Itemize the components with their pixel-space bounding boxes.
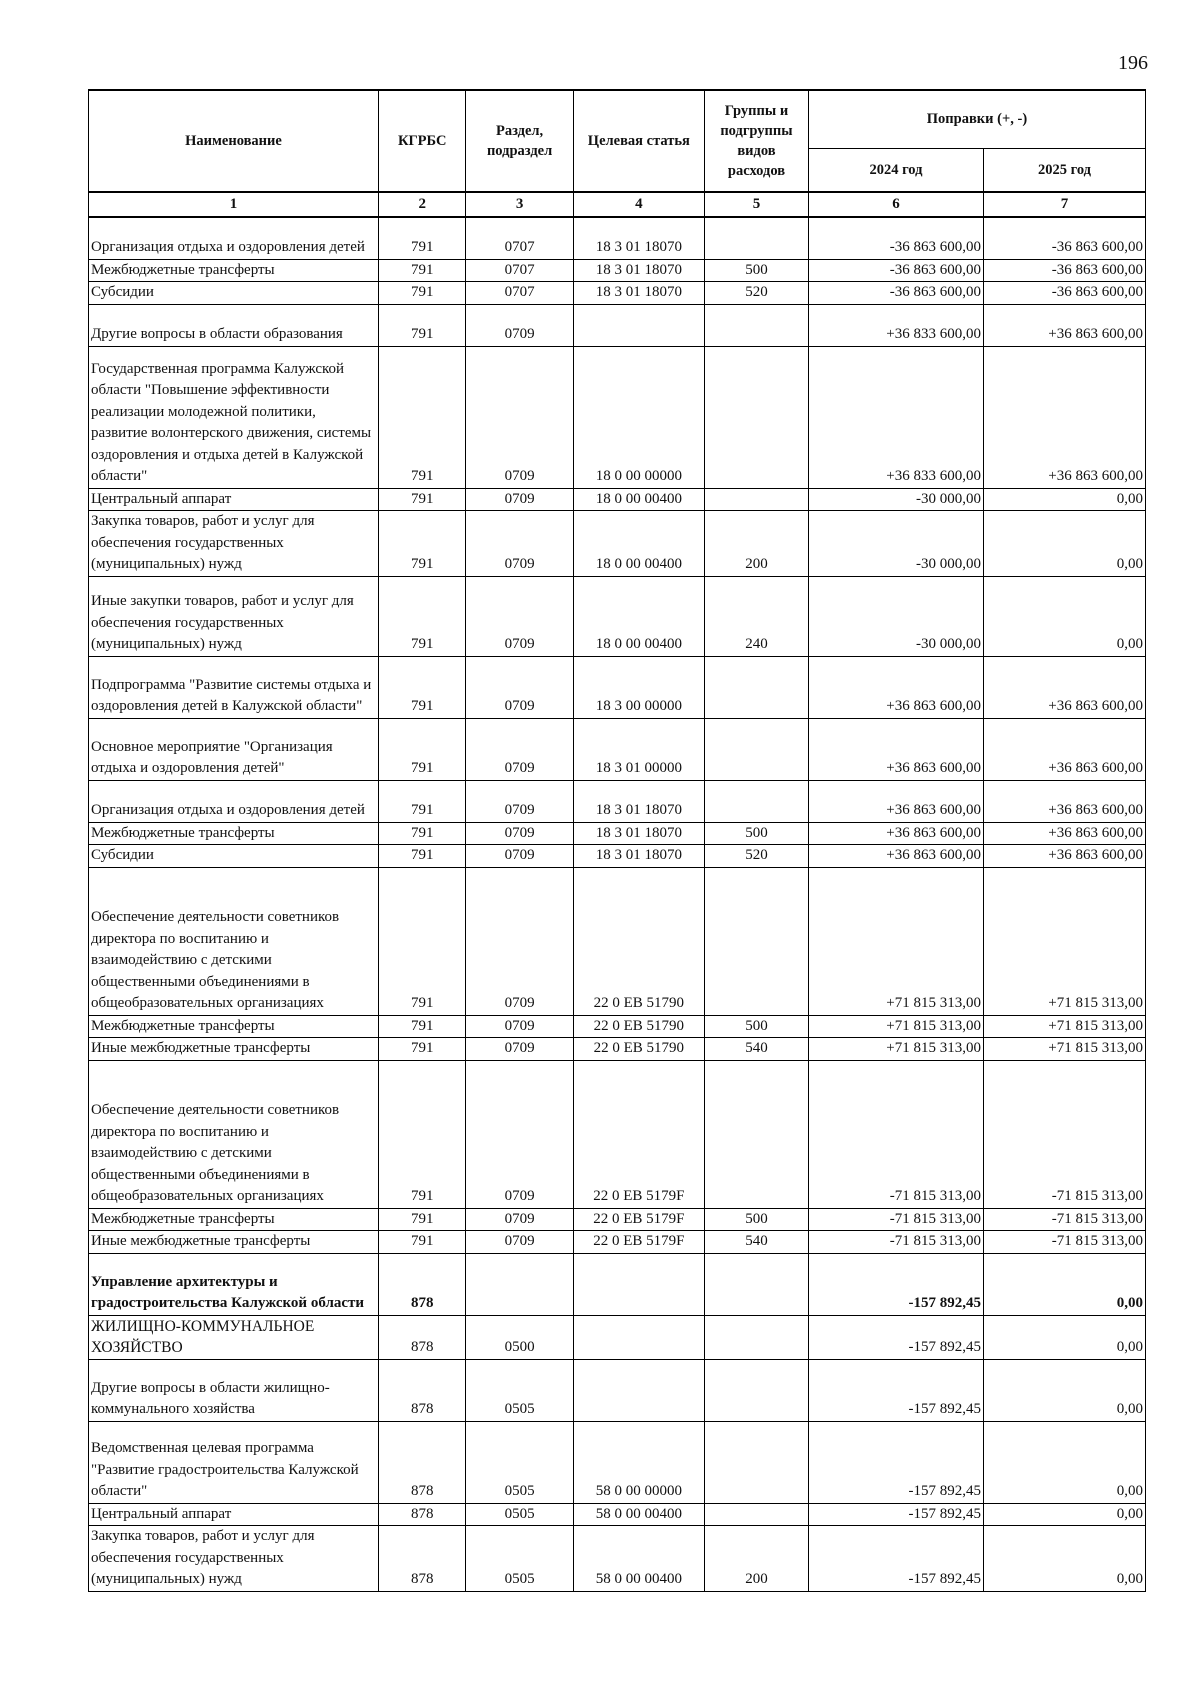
- row-kgrbs: 791: [378, 259, 466, 282]
- header-section: Раздел, подраздел: [466, 90, 573, 192]
- row-kgrbs: 791: [378, 656, 466, 718]
- table-row: [89, 1208, 1146, 1231]
- row-amount-2025: 0,00: [984, 1315, 1146, 1359]
- row-article: 18 3 01 00000: [573, 718, 704, 780]
- row-article: 18 0 00 00400: [573, 576, 704, 656]
- row-article: 22 0 EB 5179F: [573, 1060, 704, 1208]
- header-article: Целевая статья: [573, 90, 704, 192]
- row-name: Основное мероприятие "Организация отдыха и оздоровления детей": [89, 718, 379, 780]
- row-section: 0505: [466, 1526, 573, 1592]
- row-amount-2024: -157 892,45: [808, 1421, 983, 1503]
- row-amount-2025: -36 863 600,00: [984, 217, 1146, 259]
- row-kgrbs: 791: [378, 1015, 466, 1038]
- row-name: Иные межбюджетные трансферты: [89, 1038, 379, 1061]
- row-section: 0709: [466, 346, 573, 488]
- row-article: 18 3 01 18070: [573, 780, 704, 822]
- row-amount-2025: +71 815 313,00: [984, 1038, 1146, 1061]
- row-name: Обеспечение деятельности советников директора по воспитанию и взаимодействию с детскими общественными объединениями в общеобразовательных организациях: [89, 867, 379, 1015]
- row-amount-2025: +36 863 600,00: [984, 780, 1146, 822]
- row-group: 500: [705, 1208, 809, 1231]
- row-name: ЖИЛИЩНО-КОММУНАЛЬНОЕ ХОЗЯЙСТВО: [89, 1315, 379, 1359]
- row-group: [705, 488, 809, 511]
- row-kgrbs: 791: [378, 217, 466, 259]
- row-article: 58 0 00 00400: [573, 1526, 704, 1592]
- row-kgrbs: 878: [378, 1315, 466, 1359]
- row-kgrbs: 791: [378, 1038, 466, 1061]
- row-name: Другие вопросы в области жилищно-коммунального хозяйства: [89, 1359, 379, 1421]
- row-name: Ведомственная целевая программа "Развитие градостроительства Калужской области": [89, 1421, 379, 1503]
- table-row: [89, 780, 1146, 822]
- row-article: 18 0 00 00400: [573, 511, 704, 577]
- row-kgrbs: 791: [378, 488, 466, 511]
- row-group: [705, 346, 809, 488]
- column-number: 6: [808, 192, 983, 217]
- table-row: [89, 845, 1146, 868]
- row-section: 0709: [466, 780, 573, 822]
- column-number: 4: [573, 192, 704, 217]
- row-name: Межбюджетные трансферты: [89, 1015, 379, 1038]
- row-amount-2025: +36 863 600,00: [984, 304, 1146, 346]
- row-amount-2025: +36 863 600,00: [984, 845, 1146, 868]
- column-number: 5: [705, 192, 809, 217]
- row-kgrbs: 791: [378, 304, 466, 346]
- table-row: [89, 867, 1146, 1015]
- row-amount-2025: -36 863 600,00: [984, 282, 1146, 305]
- row-group: 540: [705, 1038, 809, 1061]
- row-amount-2025: -71 815 313,00: [984, 1231, 1146, 1254]
- row-section: 0709: [466, 488, 573, 511]
- table-row: [89, 822, 1146, 845]
- row-group: [705, 217, 809, 259]
- row-section: 0709: [466, 511, 573, 577]
- table-row: [89, 1359, 1146, 1421]
- row-article: [573, 304, 704, 346]
- row-article: 18 0 00 00000: [573, 346, 704, 488]
- row-amount-2025: +36 863 600,00: [984, 346, 1146, 488]
- table-row: [89, 576, 1146, 656]
- row-amount-2024: -157 892,45: [808, 1315, 983, 1359]
- row-name: Межбюджетные трансферты: [89, 259, 379, 282]
- row-name: Центральный аппарат: [89, 1503, 379, 1526]
- row-group: [705, 1421, 809, 1503]
- row-amount-2024: +71 815 313,00: [808, 867, 983, 1015]
- row-kgrbs: 791: [378, 576, 466, 656]
- row-group: 200: [705, 511, 809, 577]
- column-number: 3: [466, 192, 573, 217]
- row-name: Организация отдыха и оздоровления детей: [89, 780, 379, 822]
- table-row: [89, 217, 1146, 259]
- row-group: 540: [705, 1231, 809, 1254]
- row-article: 18 3 00 00000: [573, 656, 704, 718]
- row-section: 0709: [466, 1231, 573, 1254]
- row-amount-2024: -36 863 600,00: [808, 282, 983, 305]
- row-kgrbs: 791: [378, 511, 466, 577]
- row-article: 18 0 00 00400: [573, 488, 704, 511]
- row-name: Центральный аппарат: [89, 488, 379, 511]
- row-name: Межбюджетные трансферты: [89, 1208, 379, 1231]
- table-row: [89, 1015, 1146, 1038]
- row-group: [705, 1315, 809, 1359]
- row-group: 240: [705, 576, 809, 656]
- row-name: Закупка товаров, работ и услуг для обеспечения государственных (муниципальных) нужд: [89, 511, 379, 577]
- row-kgrbs: 791: [378, 822, 466, 845]
- row-section: 0709: [466, 867, 573, 1015]
- row-section: 0500: [466, 1315, 573, 1359]
- row-name: Межбюджетные трансферты: [89, 822, 379, 845]
- row-section: 0709: [466, 576, 573, 656]
- row-group: 520: [705, 845, 809, 868]
- table-row: [89, 488, 1146, 511]
- row-kgrbs: 791: [378, 282, 466, 305]
- row-article: [573, 1315, 704, 1359]
- header-name: Наименование: [89, 90, 379, 192]
- row-kgrbs: 791: [378, 1208, 466, 1231]
- table-row: [89, 304, 1146, 346]
- row-amount-2024: -71 815 313,00: [808, 1060, 983, 1208]
- table-row: [89, 511, 1146, 577]
- row-amount-2024: -157 892,45: [808, 1359, 983, 1421]
- row-kgrbs: 878: [378, 1421, 466, 1503]
- row-kgrbs: 878: [378, 1253, 466, 1315]
- row-section: 0709: [466, 1060, 573, 1208]
- row-name: Государственная программа Калужской области "Повышение эффективности реализации молодежной политики, развитие волонтерского движения, системы оздоровления и отдыха детей в Калужской области": [89, 346, 379, 488]
- row-article: 22 0 EB 51790: [573, 867, 704, 1015]
- table-row: [89, 1038, 1146, 1061]
- header-groups: Группы и подгруппы видов расходов: [705, 90, 809, 192]
- row-amount-2024: -157 892,45: [808, 1253, 983, 1315]
- row-amount-2025: 0,00: [984, 1421, 1146, 1503]
- row-name: Закупка товаров, работ и услуг для обеспечения государственных (муниципальных) нужд: [89, 1526, 379, 1592]
- row-group: [705, 1359, 809, 1421]
- row-amount-2024: -36 863 600,00: [808, 259, 983, 282]
- row-kgrbs: 878: [378, 1359, 466, 1421]
- row-section: [466, 1253, 573, 1315]
- row-amount-2025: 0,00: [984, 1253, 1146, 1315]
- row-amount-2024: +36 863 600,00: [808, 822, 983, 845]
- table-row: [89, 259, 1146, 282]
- column-number: 1: [89, 192, 379, 217]
- row-section: 0505: [466, 1503, 573, 1526]
- column-number: 2: [378, 192, 466, 217]
- row-amount-2024: +71 815 313,00: [808, 1015, 983, 1038]
- row-amount-2025: 0,00: [984, 488, 1146, 511]
- row-amount-2024: -30 000,00: [808, 576, 983, 656]
- row-group: [705, 304, 809, 346]
- row-section: 0709: [466, 1015, 573, 1038]
- row-amount-2024: +36 833 600,00: [808, 346, 983, 488]
- row-amount-2025: 0,00: [984, 1526, 1146, 1592]
- row-name: Организация отдыха и оздоровления детей: [89, 217, 379, 259]
- row-kgrbs: 791: [378, 346, 466, 488]
- row-amount-2025: +36 863 600,00: [984, 718, 1146, 780]
- row-amount-2025: -71 815 313,00: [984, 1060, 1146, 1208]
- table-row: [89, 1231, 1146, 1254]
- row-section: 0709: [466, 718, 573, 780]
- budget-table: [88, 89, 1146, 1592]
- table-row: [89, 1526, 1146, 1592]
- row-kgrbs: 791: [378, 780, 466, 822]
- row-group: 520: [705, 282, 809, 305]
- row-amount-2025: +71 815 313,00: [984, 867, 1146, 1015]
- row-name: Подпрограмма "Развитие системы отдыха и оздоровления детей в Калужской области": [89, 656, 379, 718]
- row-kgrbs: 878: [378, 1526, 466, 1592]
- header-kgrbs: КГРБС: [378, 90, 466, 192]
- row-article: 22 0 EB 5179F: [573, 1231, 704, 1254]
- row-article: 22 0 EB 51790: [573, 1038, 704, 1061]
- row-amount-2024: -71 815 313,00: [808, 1208, 983, 1231]
- row-amount-2025: +36 863 600,00: [984, 656, 1146, 718]
- row-group: [705, 656, 809, 718]
- row-article: 18 3 01 18070: [573, 259, 704, 282]
- row-name: Субсидии: [89, 845, 379, 868]
- row-amount-2025: 0,00: [984, 576, 1146, 656]
- row-article: [573, 1253, 704, 1315]
- row-group: [705, 867, 809, 1015]
- row-amount-2024: +36 863 600,00: [808, 656, 983, 718]
- page-number: 196: [1118, 52, 1148, 74]
- row-name: Иные закупки товаров, работ и услуг для обеспечения государственных (муниципальных) нужд: [89, 576, 379, 656]
- row-amount-2025: 0,00: [984, 1503, 1146, 1526]
- row-article: 18 3 01 18070: [573, 282, 704, 305]
- row-amount-2024: +36 863 600,00: [808, 718, 983, 780]
- row-group: 200: [705, 1526, 809, 1592]
- table-row: [89, 1315, 1146, 1359]
- row-amount-2024: -157 892,45: [808, 1503, 983, 1526]
- row-article: 18 3 01 18070: [573, 822, 704, 845]
- header-year-2025: 2025 год: [984, 148, 1146, 192]
- row-kgrbs: 791: [378, 1231, 466, 1254]
- row-section: 0709: [466, 822, 573, 845]
- row-kgrbs: 791: [378, 867, 466, 1015]
- row-amount-2024: -71 815 313,00: [808, 1231, 983, 1254]
- row-name: Управление архитектуры и градостроительства Калужской области: [89, 1253, 379, 1315]
- table-row: [89, 656, 1146, 718]
- table-row: [89, 1503, 1146, 1526]
- row-section: 0709: [466, 1208, 573, 1231]
- row-article: 22 0 EB 51790: [573, 1015, 704, 1038]
- row-section: 0707: [466, 282, 573, 305]
- row-group: [705, 1253, 809, 1315]
- header-amendments: Поправки (+, -): [808, 90, 1145, 148]
- row-section: 0707: [466, 217, 573, 259]
- row-group: [705, 1503, 809, 1526]
- row-article: [573, 1359, 704, 1421]
- row-amount-2024: +36 863 600,00: [808, 780, 983, 822]
- row-kgrbs: 878: [378, 1503, 466, 1526]
- row-amount-2025: 0,00: [984, 511, 1146, 577]
- row-section: 0505: [466, 1359, 573, 1421]
- row-amount-2024: -30 000,00: [808, 488, 983, 511]
- column-number: 7: [984, 192, 1146, 217]
- row-article: 58 0 00 00400: [573, 1503, 704, 1526]
- row-amount-2024: -157 892,45: [808, 1526, 983, 1592]
- row-name: Субсидии: [89, 282, 379, 305]
- row-section: 0707: [466, 259, 573, 282]
- table-row: [89, 718, 1146, 780]
- row-group: 500: [705, 259, 809, 282]
- row-kgrbs: 791: [378, 718, 466, 780]
- table-row: [89, 282, 1146, 305]
- row-group: 500: [705, 1015, 809, 1038]
- row-article: 18 3 01 18070: [573, 217, 704, 259]
- row-section: 0505: [466, 1421, 573, 1503]
- row-amount-2025: -36 863 600,00: [984, 259, 1146, 282]
- row-group: [705, 718, 809, 780]
- table-row: [89, 1060, 1146, 1208]
- row-name: Другие вопросы в области образования: [89, 304, 379, 346]
- table-row: [89, 1421, 1146, 1503]
- row-section: 0709: [466, 1038, 573, 1061]
- row-section: 0709: [466, 656, 573, 718]
- row-amount-2025: 0,00: [984, 1359, 1146, 1421]
- row-group: [705, 1060, 809, 1208]
- table-row: [89, 346, 1146, 488]
- row-amount-2025: +36 863 600,00: [984, 822, 1146, 845]
- row-kgrbs: 791: [378, 845, 466, 868]
- header-year-2024: 2024 год: [808, 148, 983, 192]
- row-name: Обеспечение деятельности советников директора по воспитанию и взаимодействию с детскими общественными объединениями в общеобразовательных организациях: [89, 1060, 379, 1208]
- row-article: 18 3 01 18070: [573, 845, 704, 868]
- row-amount-2025: -71 815 313,00: [984, 1208, 1146, 1231]
- row-amount-2024: +36 863 600,00: [808, 845, 983, 868]
- row-kgrbs: 791: [378, 1060, 466, 1208]
- row-amount-2024: -30 000,00: [808, 511, 983, 577]
- row-name: Иные межбюджетные трансферты: [89, 1231, 379, 1254]
- row-section: 0709: [466, 304, 573, 346]
- row-group: [705, 780, 809, 822]
- row-section: 0709: [466, 845, 573, 868]
- row-amount-2024: +71 815 313,00: [808, 1038, 983, 1061]
- table-row: [89, 1253, 1146, 1315]
- row-article: 22 0 EB 5179F: [573, 1208, 704, 1231]
- row-group: 500: [705, 822, 809, 845]
- row-amount-2025: +71 815 313,00: [984, 1015, 1146, 1038]
- row-amount-2024: +36 833 600,00: [808, 304, 983, 346]
- row-amount-2024: -36 863 600,00: [808, 217, 983, 259]
- row-article: 58 0 00 00000: [573, 1421, 704, 1503]
